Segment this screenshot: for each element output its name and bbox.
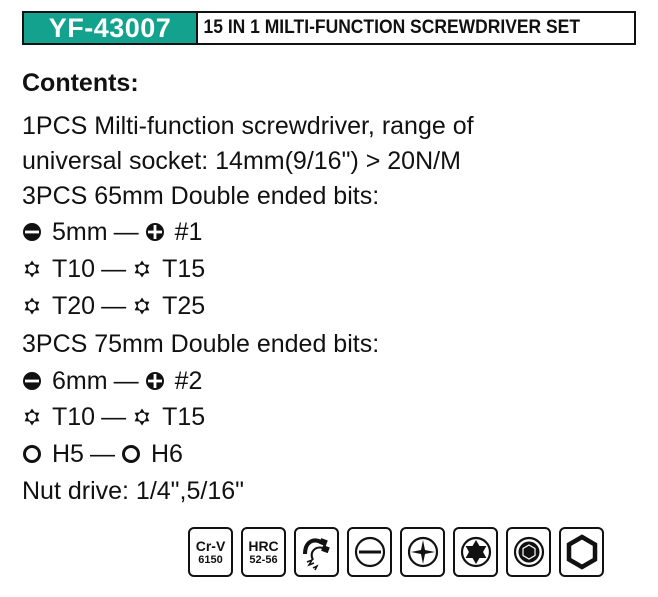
slotted-icon bbox=[22, 371, 42, 391]
magnet-badge bbox=[294, 527, 339, 577]
nut-drive-line: Nut drive: 1/4",5/16" bbox=[22, 477, 245, 505]
bit-left: T10 bbox=[52, 255, 96, 283]
bit-left: T10 bbox=[52, 403, 96, 431]
bit-right: T15 bbox=[162, 255, 206, 283]
slotted-icon bbox=[22, 222, 42, 242]
product-title: 15 IN 1 MILTI-FUNCTION SCREWDRIVER SET bbox=[203, 17, 581, 38]
hexagon-badge-icon bbox=[564, 534, 600, 570]
bit-row bbox=[22, 366, 202, 396]
bit-right: #1 bbox=[174, 218, 203, 246]
dash: — bbox=[113, 218, 139, 246]
contents-heading: Contents: bbox=[22, 69, 139, 97]
screwdriver-line-2: universal socket: 14mm(9/16") > 20N/M bbox=[22, 147, 461, 175]
phillips-icon bbox=[145, 222, 165, 242]
phillips-badge-icon bbox=[406, 535, 440, 569]
torx-icon bbox=[132, 296, 152, 316]
hex-icon bbox=[22, 444, 42, 464]
hex-icon bbox=[121, 444, 141, 464]
bit-row bbox=[22, 254, 205, 284]
bit-right: T15 bbox=[162, 403, 206, 431]
hex-socket-badge-icon bbox=[512, 535, 546, 569]
hrc-label: HRC bbox=[248, 537, 279, 554]
dash: — bbox=[101, 292, 127, 320]
model-number: YF-43007 bbox=[24, 13, 198, 43]
dash: — bbox=[101, 403, 127, 431]
torx-icon bbox=[22, 259, 42, 279]
screwdriver-line-1: 1PCS Milti-function screwdriver, range of bbox=[22, 112, 474, 140]
crv-grade: 6150 bbox=[198, 553, 223, 566]
torx-icon bbox=[22, 407, 42, 427]
hrc-range: 52-56 bbox=[249, 553, 278, 566]
bit-row bbox=[22, 402, 205, 432]
feature-badges bbox=[188, 527, 604, 577]
slotted-badge bbox=[347, 527, 392, 577]
bit-row bbox=[22, 217, 202, 247]
bit-right: H6 bbox=[150, 440, 183, 468]
magnet-icon bbox=[299, 532, 335, 572]
hrc-badge bbox=[241, 527, 286, 577]
torx-icon bbox=[132, 407, 152, 427]
bit-right: #2 bbox=[174, 367, 203, 395]
dash: — bbox=[89, 440, 115, 468]
bit-left: 6mm bbox=[52, 367, 108, 395]
torx-badge bbox=[453, 527, 498, 577]
dash: — bbox=[101, 255, 127, 283]
group2-title: 3PCS 75mm Double ended bits: bbox=[22, 330, 380, 358]
bit-right: T25 bbox=[162, 292, 206, 320]
torx-icon bbox=[22, 296, 42, 316]
phillips-badge bbox=[400, 527, 445, 577]
bit-row bbox=[22, 291, 205, 321]
torx-icon bbox=[132, 259, 152, 279]
bit-row bbox=[22, 439, 183, 469]
crv-label: Cr-V bbox=[195, 537, 226, 554]
slotted-badge-icon bbox=[353, 535, 387, 569]
crv-badge bbox=[188, 527, 233, 577]
bit-left: H5 bbox=[52, 440, 84, 468]
dash: — bbox=[113, 367, 139, 395]
phillips-icon bbox=[145, 371, 165, 391]
group1-title: 3PCS 65mm Double ended bits: bbox=[22, 182, 380, 210]
hexagon-badge bbox=[559, 527, 604, 577]
hex-socket-badge bbox=[506, 527, 551, 577]
product-header bbox=[22, 11, 636, 45]
bit-left: T20 bbox=[52, 292, 96, 320]
bit-left: 5mm bbox=[52, 218, 108, 246]
torx-badge-icon bbox=[459, 535, 493, 569]
